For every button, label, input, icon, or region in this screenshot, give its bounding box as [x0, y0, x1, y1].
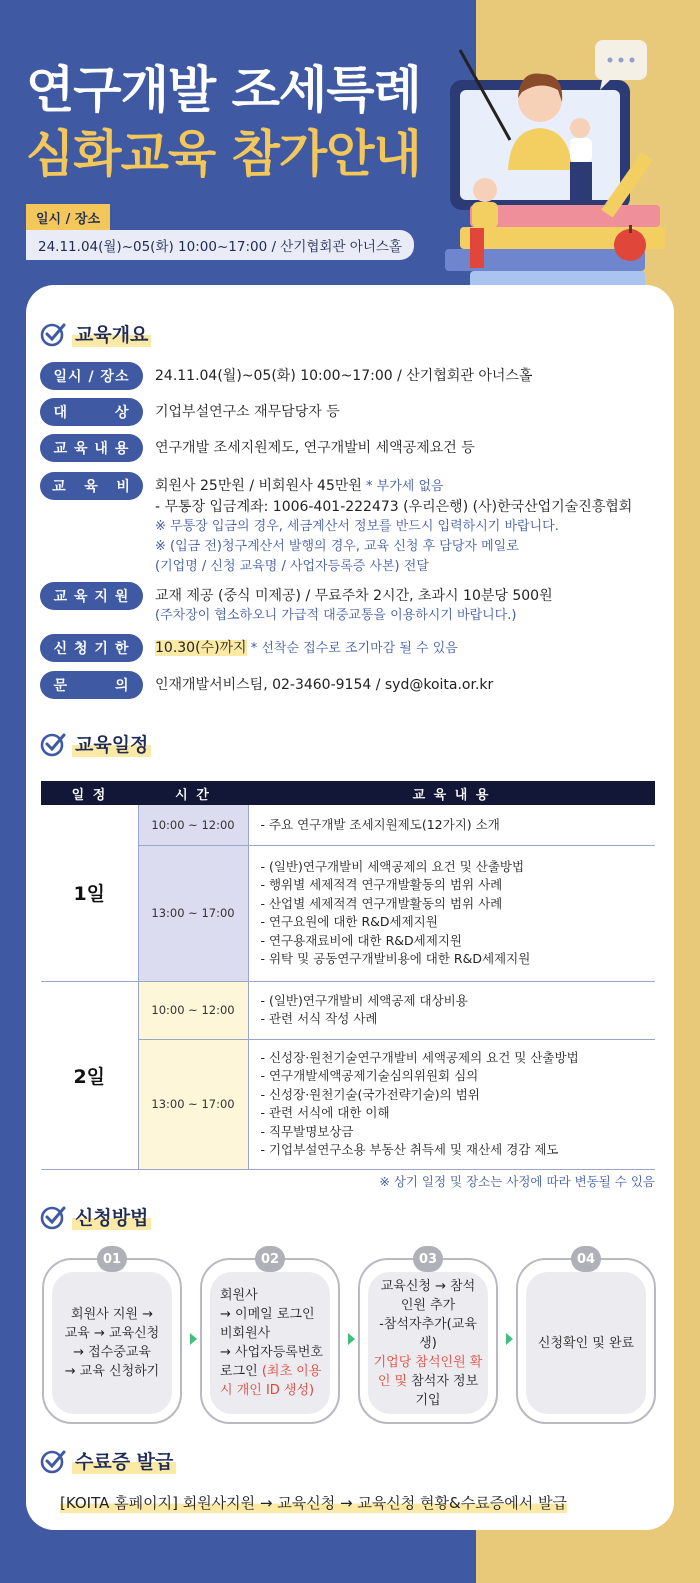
chevron-right-icon — [348, 1333, 355, 1345]
header-time: 시 간 — [138, 781, 248, 805]
step-line: 교육신청 → 참석 — [380, 1278, 476, 1294]
step-number: 03 — [413, 1246, 443, 1272]
title-line-2: 심화교육 참가안내 — [26, 125, 421, 183]
fee-account: - 무통장 입금계좌: 1006-401-222473 (우리은행) (사)한국산업기술진흥협회 — [155, 499, 633, 515]
check-circle-icon — [40, 731, 66, 757]
session-item: - 신성장·원천기술연구개발비 세액공제의 요건 및 산출방법 — [260, 1049, 579, 1065]
support-note: (주차장이 협소하오니 가급적 대중교통을 이용하시기 바랍니다.) — [155, 608, 517, 623]
overview-label: 교 육 지 원 — [40, 582, 143, 610]
chevron-right-icon — [506, 1333, 513, 1345]
overview-heading-text: 교육개요 — [72, 320, 151, 347]
session-content — [248, 1039, 655, 1169]
deadline-note: * 선착순 접수로 조기마감 될 수 있음 — [246, 641, 458, 656]
overview-label: 신 청 기 한 — [40, 634, 143, 662]
session-time: 10:00 ~ 12:00 — [138, 805, 248, 845]
session-item: - 관련 서식 작성 사례 — [260, 1011, 378, 1026]
overview-label: 교 육 내 용 — [40, 434, 143, 462]
fee-note: * 부가세 없음 — [361, 479, 444, 494]
session-item: - 연구용재료비에 대한 R&D세제지원 — [260, 932, 462, 948]
page-title — [26, 58, 421, 186]
step-body — [210, 1272, 330, 1414]
step-body — [52, 1272, 172, 1414]
session-item: - 주요 연구개발 조세지원제도(12가지) 소개 — [260, 816, 500, 832]
step-number: 02 — [255, 1246, 285, 1272]
session-item: - 기업부설연구소용 부동산 취득세 및 재산세 경감 제도 — [260, 1142, 559, 1157]
overview-value — [155, 634, 458, 662]
table-row — [41, 805, 655, 845]
step-red-note: 기업당 참석인원 확인 및 — [373, 1354, 483, 1389]
certificate-heading-text: 수료증 발급 — [72, 1447, 176, 1474]
hero-banner — [0, 0, 700, 300]
overview-value: 24.11.04(월)~05(화) 10:00~17:00 / 산기협회관 아너스홀 — [155, 368, 533, 384]
step-number: 04 — [571, 1246, 601, 1272]
step-line: 비회원사 — [220, 1326, 271, 1341]
session-item: - 산업별 세제적격 연구개발활동의 범위 사례 — [260, 895, 503, 911]
session-time: 13:00 ~ 17:00 — [138, 845, 248, 981]
session-item: - 직무발명보상금 — [260, 1123, 354, 1139]
check-circle-icon — [40, 321, 66, 347]
overview-value: 기업부설연구소 재무담당자 등 — [155, 404, 340, 420]
apply-step-4 — [516, 1251, 656, 1424]
overview-value — [155, 472, 632, 577]
step-red-note: (최초 이용시 개인 ID 생성) — [220, 1364, 322, 1398]
overview-value: 인재개발서비스팀, 02-3460-9154 / syd@koita.or.kr — [155, 677, 494, 693]
chevron-right-icon — [190, 1333, 197, 1345]
apply-step-1 — [42, 1251, 182, 1424]
overview-label: 일시 / 장소 — [40, 362, 143, 390]
fee-note-2: ※ (입금 전)청구계산서 발행의 경우, 교육 신청 후 담당자 메일로 — [155, 539, 519, 554]
session-item: - 위탁 및 공동연구개발비용에 대한 R&D세제지원 — [260, 951, 531, 966]
header-day: 일 정 — [41, 781, 138, 805]
fee-note-1: ※ 무통장 입금의 경우, 세금계산서 정보를 반드시 입력하시기 바랍니다. — [155, 519, 559, 534]
step-line: 회원사 지원 → — [71, 1307, 153, 1322]
session-item: - (일반)연구개발비 세액공제 대상비용 — [260, 992, 468, 1008]
fee-text: 회원사 25만원 / 비회원사 45만원 — [155, 478, 362, 494]
step-line: → 사업자등록번호 — [220, 1345, 323, 1360]
overview-label: 대 상 — [40, 398, 143, 426]
session-item: - 연구개발세액공제기술심의위원회 심의 — [260, 1068, 479, 1083]
deadline-date: 10.30(수)까지 — [155, 640, 247, 656]
fee-note-3: (기업명 / 신청 교육명 / 사업자등록증 사본) 전달 — [155, 559, 429, 574]
overview-value — [155, 582, 553, 626]
apply-heading — [40, 1203, 151, 1230]
check-circle-icon — [40, 1204, 66, 1230]
schedule-table — [41, 781, 655, 1170]
apply-step-3 — [358, 1251, 498, 1424]
overview-heading — [40, 320, 151, 347]
schedule-heading — [40, 730, 151, 757]
session-content — [248, 845, 655, 981]
schedule-heading-text: 교육일정 — [72, 730, 151, 757]
step-body — [526, 1272, 646, 1414]
header-content: 교 육 내 용 — [248, 781, 655, 805]
overview-value: 연구개발 조세지원제도, 연구개발비 세액공제요건 등 — [155, 440, 475, 456]
overview-row-contact — [40, 671, 493, 699]
step-line: 회원사 — [220, 1288, 258, 1303]
step-line: 신청확인 및 완료 — [537, 1335, 635, 1351]
overview-row-target — [40, 398, 340, 426]
step-number: 01 — [97, 1246, 127, 1272]
certificate-text: [KOITA 홈페이지] 회원사지원 → 교육신청 → 교육신청 현황&수료증에서 발급 — [60, 1494, 567, 1512]
certificate-heading — [40, 1447, 176, 1474]
step-body — [368, 1272, 488, 1414]
overview-row-deadline — [40, 634, 458, 662]
check-circle-icon — [40, 1448, 66, 1474]
session-content — [248, 805, 655, 845]
title-line-1: 연구개발 조세특례 — [26, 61, 421, 119]
apply-heading-text: 신청방법 — [72, 1203, 151, 1230]
day-label: 2일 — [41, 981, 138, 1169]
step-line: 로그인 — [220, 1364, 258, 1379]
step-line: 교육 → 교육신청 — [64, 1326, 160, 1341]
step-line: -참석자추가(교육생) — [379, 1316, 477, 1351]
study-illustration — [430, 30, 690, 300]
overview-row-support — [40, 582, 553, 626]
overview-row-content — [40, 434, 475, 462]
session-item: - 연구요원에 대한 R&D세제지원 — [260, 914, 438, 929]
session-time: 10:00 ~ 12:00 — [138, 981, 248, 1039]
session-item: - 관련 서식에 대한 이해 — [260, 1105, 390, 1120]
session-item: - 신성장·원천기술(국가전략기술)의 범위 — [260, 1086, 480, 1102]
when-tag: 일시 / 장소 — [26, 204, 110, 231]
step-line: → 교육 신청하기 — [64, 1364, 160, 1379]
table-row — [41, 981, 655, 1039]
table-header-row — [41, 781, 655, 805]
overview-row-when — [40, 362, 532, 390]
step-line: 참석자 정보 기입 — [411, 1373, 479, 1408]
step-line: → 접수중교육 — [73, 1345, 151, 1360]
day-label: 1일 — [41, 805, 138, 981]
overview-label: 교 육 비 — [40, 472, 143, 500]
schedule-note: ※ 상기 일정 및 장소는 사정에 따라 변동될 수 있음 — [379, 1174, 655, 1189]
session-item: - (일반)연구개발비 세액공제의 요건 및 산출방법 — [260, 858, 525, 874]
overview-label: 문 의 — [40, 671, 143, 699]
apply-step-2 — [200, 1251, 340, 1424]
support-text: 교재 제공 (중식 미제공) / 무료주차 2시간, 초과시 10분당 500원 — [155, 588, 553, 604]
session-time: 13:00 ~ 17:00 — [138, 1039, 248, 1169]
step-line: 인원 추가 — [400, 1297, 456, 1313]
session-content — [248, 981, 655, 1039]
step-line: → 이메일 로그인 — [220, 1307, 315, 1322]
overview-row-fee — [40, 472, 632, 577]
when-value: 24.11.04(월)~05(화) 10:00~17:00 / 산기협회관 아너스홀 — [26, 230, 414, 260]
session-item: - 행위별 세제적격 연구개발활동의 범위 사례 — [260, 877, 503, 892]
